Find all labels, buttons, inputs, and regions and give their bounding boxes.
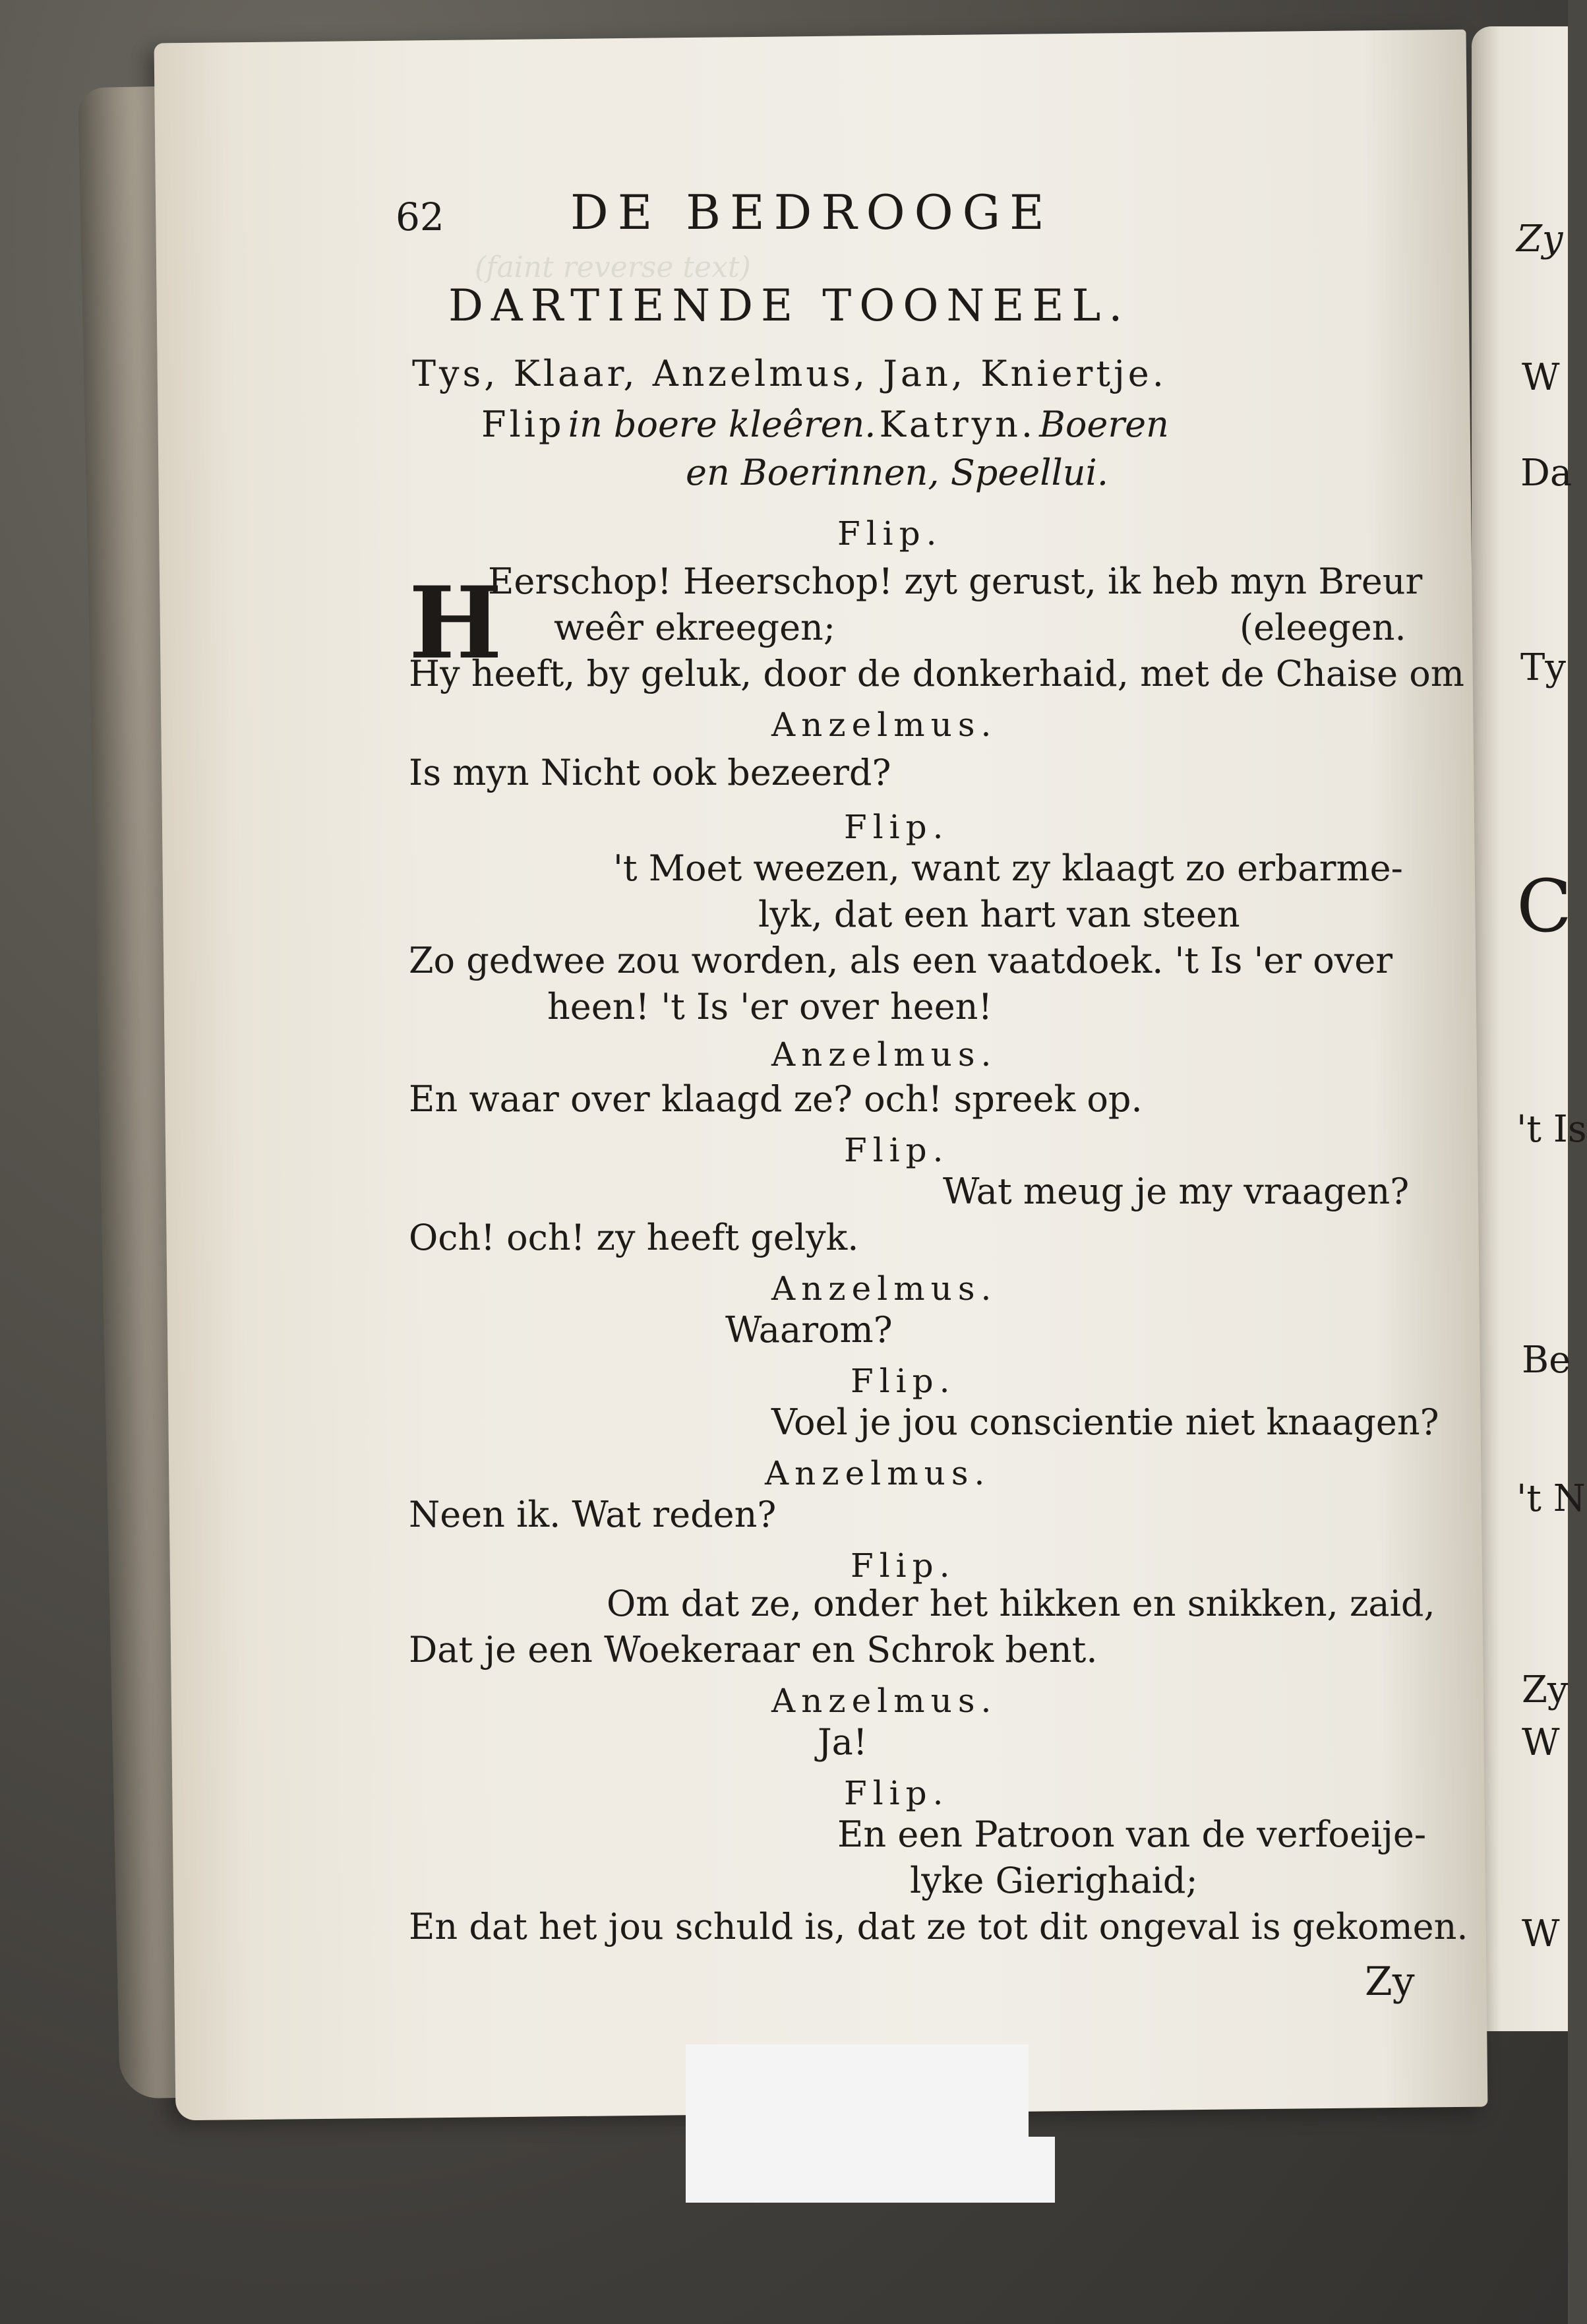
drop-cap: H — [409, 565, 502, 681]
speaker-name: Anzelmus. — [771, 1682, 998, 1720]
facing-fragment: W — [1522, 1912, 1560, 1955]
dialogue-line: 't Moet weezen, want zy klaagt zo erbarme- — [613, 847, 1403, 889]
dialogue-line: Ja! — [818, 1721, 868, 1763]
speaker-name: Flip. — [844, 808, 949, 846]
redaction-patch — [686, 2044, 1029, 2143]
dialogue-line: Voel je jou conscientie niet knaagen? — [771, 1401, 1439, 1443]
running-head: DE BEDROOGE — [570, 185, 1054, 240]
speaker-name: Flip. — [851, 1546, 956, 1585]
dialogue-line: Is myn Nicht ook bezeerd? — [409, 752, 891, 793]
dialogue-line: En een Patroon van de verfoeije- — [837, 1814, 1427, 1855]
catchword: Zy — [1365, 1959, 1415, 2005]
dialogue-line: lyke Gierighaid; — [910, 1860, 1198, 1901]
facing-fragment: 't N — [1516, 1477, 1586, 1520]
facing-fragment: Be — [1522, 1339, 1571, 1382]
speaker-name: Flip. — [844, 1774, 949, 1812]
facing-fragment: W — [1522, 356, 1560, 399]
dialogue-line: (eleegen. — [1240, 607, 1406, 648]
speaker-name: Anzelmus. — [771, 1035, 998, 1074]
dialogue-line: heen! 't Is 'er over heen! — [547, 986, 993, 1027]
dialogue-line: En waar over klaagd ze? och! spreek op. — [409, 1078, 1143, 1120]
dialogue-line: Dat je een Woekeraar en Schrok bent. — [409, 1629, 1098, 1670]
dialogue-line: Eerschop! Heerschop! zyt gerust, ik heb myn Breur — [488, 561, 1423, 602]
speaker-name: Anzelmus. — [771, 1269, 998, 1308]
redaction-patch — [686, 2137, 1055, 2203]
dialogue-line: Om dat ze, onder het hikken en snikken, zaid, — [607, 1583, 1435, 1624]
dialogue-line: En dat het jou schuld is, dat ze tot dit ongeval is gekomen. — [409, 1906, 1468, 1947]
speaker-name: Flip. — [851, 1362, 956, 1400]
cast-list: Tys, Klaar, Anzelmus, Jan, Kniertje. — [412, 353, 1167, 394]
cast-list: en Boerinnen, Speellui. — [686, 452, 1108, 493]
facing-fragment: Zy — [1522, 1668, 1569, 1711]
speaker-name: Anzelmus. — [765, 1454, 991, 1492]
dialogue-line: Och! och! zy heeft gelyk. — [409, 1217, 859, 1258]
dialogue-line: Neen ik. Wat reden? — [409, 1494, 777, 1535]
facing-fragment: 't Is — [1516, 1108, 1587, 1151]
page-number: 62 — [396, 195, 444, 239]
dialogue-line: lyk, dat een hart van steen — [758, 894, 1240, 935]
facing-fragment: C — [1516, 864, 1572, 948]
speaker-name: Flip. — [837, 514, 943, 553]
facing-fragment: Ty — [1520, 646, 1566, 689]
facing-fragment: W — [1522, 1721, 1560, 1764]
book-page — [154, 30, 1488, 2121]
show-through-text: (faint reverse text) — [475, 251, 751, 284]
dialogue-line: weêr ekreegen; — [554, 607, 836, 648]
dialogue-line: Wat meug je my vraagen? — [943, 1171, 1410, 1212]
cast-list: Flip in boere kleêren. Katryn. Boeren — [481, 404, 1169, 445]
dialogue-line: Hy heeft, by geluk, door de donkerhaid, met de Chaise om — [409, 653, 1464, 694]
dialogue-line: Zo gedwee zou worden, als een vaatdoek. 't Is 'er over — [409, 940, 1393, 981]
speaker-name: Flip. — [844, 1131, 949, 1169]
speaker-name: Anzelmus. — [771, 706, 998, 744]
scene-title: DARTIENDE TOONEEL. — [448, 280, 1131, 331]
facing-fragment: Da — [1520, 452, 1572, 495]
dialogue-line: Waarom? — [725, 1309, 893, 1351]
facing-fragment: Zy — [1516, 218, 1563, 260]
